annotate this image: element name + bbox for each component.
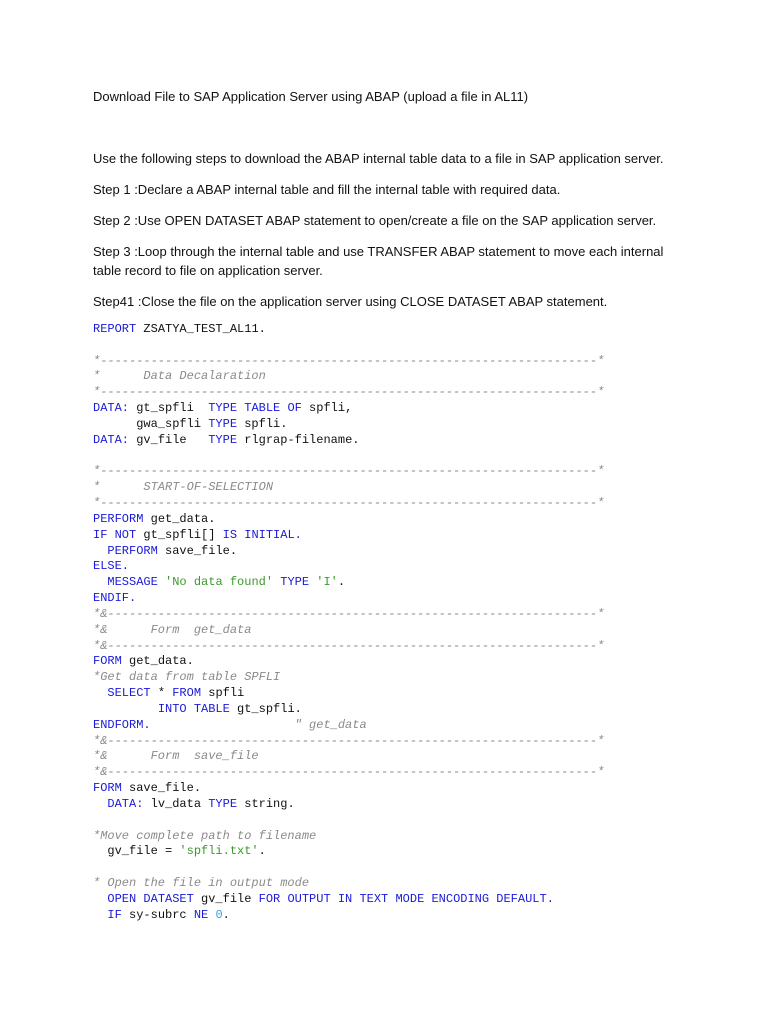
code-token: . <box>337 575 346 589</box>
code-line <box>93 669 280 685</box>
intro-paragraph: Use the following steps to download the ABAP internal table data to a file in SAP application server. <box>93 151 664 166</box>
code-token: *---------------------------------------------------------------------* <box>93 496 605 510</box>
code-token: TYPE TABLE OF <box>208 401 302 415</box>
code-token: *&--------------------------------------------------------------------* <box>93 639 605 653</box>
code-token: *& Form save_file <box>93 749 259 763</box>
code-token: spfli. <box>237 417 288 431</box>
code-line <box>93 353 604 369</box>
code-token: *&--------------------------------------------------------------------* <box>93 734 605 748</box>
code-token: 0 <box>215 908 223 922</box>
code-line <box>93 606 604 622</box>
code-line <box>93 748 259 764</box>
code-line <box>93 717 367 733</box>
code-token: ZSATYA_TEST_AL11. <box>136 322 266 336</box>
code-token: IF NOT <box>93 528 137 542</box>
code-token: 'spfli.txt' <box>179 844 259 858</box>
code-line <box>93 368 266 384</box>
code-token: *&--------------------------------------------------------------------* <box>93 765 605 779</box>
code-token: gv_file <box>193 892 259 906</box>
code-token <box>93 908 107 922</box>
code-line <box>93 321 266 337</box>
code-line <box>93 558 129 574</box>
code-line <box>93 432 359 448</box>
code-token: IS INITIAL. <box>222 528 302 542</box>
code-token: " get_data <box>294 718 367 732</box>
document-title: Download File to SAP Application Server using ABAP (upload a file in AL11) <box>93 89 529 104</box>
code-token: gt_spfli <box>129 401 209 415</box>
code-token: FROM <box>172 686 202 700</box>
code-line <box>93 907 230 923</box>
code-token: FOR OUTPUT IN TEXT MODE ENCODING DEFAULT. <box>258 892 554 906</box>
code-token: *---------------------------------------------------------------------* <box>93 385 605 399</box>
code-token: DATA: <box>107 797 144 811</box>
code-token <box>93 544 107 558</box>
code-line <box>93 828 316 844</box>
step-3-line-2: table record to file on application server. <box>93 263 323 278</box>
code-token <box>93 797 107 811</box>
code-token: FORM <box>93 654 122 668</box>
code-token: ENDFORM. <box>93 718 151 732</box>
code-line <box>93 780 201 796</box>
code-line <box>93 843 266 859</box>
code-line <box>93 574 345 590</box>
code-token: TYPE <box>280 575 310 589</box>
code-token <box>93 702 158 716</box>
code-token: *& Form get_data <box>93 623 252 637</box>
code-token: save_file. <box>157 544 238 558</box>
code-token: get_data. <box>143 512 216 526</box>
code-token: TYPE <box>208 417 238 431</box>
code-token: DATA: <box>93 401 130 415</box>
code-line <box>93 891 554 907</box>
code-line <box>93 685 244 701</box>
code-token: . <box>258 844 266 858</box>
code-token: ELSE. <box>93 559 130 573</box>
code-token: *Move complete path to filename <box>93 829 317 843</box>
code-token: INTO TABLE <box>157 702 230 716</box>
code-token: PERFORM <box>107 544 158 558</box>
code-line <box>93 463 604 479</box>
code-token <box>151 718 295 732</box>
code-token: TYPE <box>208 797 238 811</box>
step-2: Step 2 :Use OPEN DATASET ABAP statement to open/create a file on the SAP application server. <box>93 213 657 228</box>
code-line <box>93 543 237 559</box>
step-4: Step41 :Close the file on the application server using CLOSE DATASET ABAP statement. <box>93 294 608 309</box>
code-token: *&--------------------------------------------------------------------* <box>93 607 605 621</box>
code-token <box>93 575 107 589</box>
code-token: REPORT <box>93 322 137 336</box>
code-token: OPEN DATASET <box>107 892 194 906</box>
code-line <box>93 416 287 432</box>
code-token: MESSAGE <box>107 575 158 589</box>
code-token: TYPE <box>208 433 238 447</box>
code-token: *---------------------------------------------------------------------* <box>93 464 605 478</box>
code-line <box>93 622 251 638</box>
code-token: gwa_spfli <box>93 417 209 431</box>
code-line <box>93 875 309 891</box>
code-line <box>93 527 302 543</box>
code-line <box>93 733 604 749</box>
code-token: ENDIF. <box>93 591 137 605</box>
code-token: DATA: <box>93 433 130 447</box>
code-token: get_data. <box>121 654 194 668</box>
code-token: sy-subrc <box>121 908 194 922</box>
code-line <box>93 796 295 812</box>
code-token: gt_spfli. <box>229 702 302 716</box>
code-line <box>93 495 604 511</box>
code-token: rlgrap-filename. <box>237 433 360 447</box>
code-token: * Data Decalaration <box>93 369 266 383</box>
code-token: * <box>150 686 173 700</box>
code-token: *---------------------------------------------------------------------* <box>93 354 605 368</box>
code-token: FORM <box>93 781 122 795</box>
code-token: IF <box>107 908 122 922</box>
code-token: SELECT <box>107 686 151 700</box>
step-3-line-1: Step 3 :Loop through the internal table and use TRANSFER ABAP statement to move each internal <box>93 244 664 259</box>
code-line <box>93 384 604 400</box>
code-token: 'I' <box>316 575 338 589</box>
code-line <box>93 590 136 606</box>
code-line <box>93 400 352 416</box>
code-token: spfli, <box>301 401 353 415</box>
code-token: spfli <box>201 686 245 700</box>
code-token: lv_data <box>143 797 209 811</box>
code-token <box>158 575 165 589</box>
code-line <box>93 764 604 780</box>
code-token: string. <box>237 797 295 811</box>
code-token: save_file. <box>121 781 202 795</box>
code-line <box>93 479 273 495</box>
code-token: 'No data found' <box>165 575 274 589</box>
code-line <box>93 701 302 717</box>
code-token <box>93 686 107 700</box>
code-token <box>93 892 107 906</box>
code-token: gt_spfli[] <box>136 528 223 542</box>
code-line <box>93 511 215 527</box>
code-token: NE <box>193 908 209 922</box>
code-token: * START-OF-SELECTION <box>93 480 274 494</box>
code-token: . <box>222 908 230 922</box>
code-token: *Get data from table SPFLI <box>93 670 281 684</box>
step-1: Step 1 :Declare a ABAP internal table and fill the internal table with required data. <box>93 182 561 197</box>
code-token: gv_file <box>129 433 209 447</box>
code-line <box>93 653 194 669</box>
code-line <box>93 638 604 654</box>
code-token: * Open the file in output mode <box>93 876 310 890</box>
code-token: gv_file = <box>93 844 180 858</box>
code-token: PERFORM <box>93 512 144 526</box>
